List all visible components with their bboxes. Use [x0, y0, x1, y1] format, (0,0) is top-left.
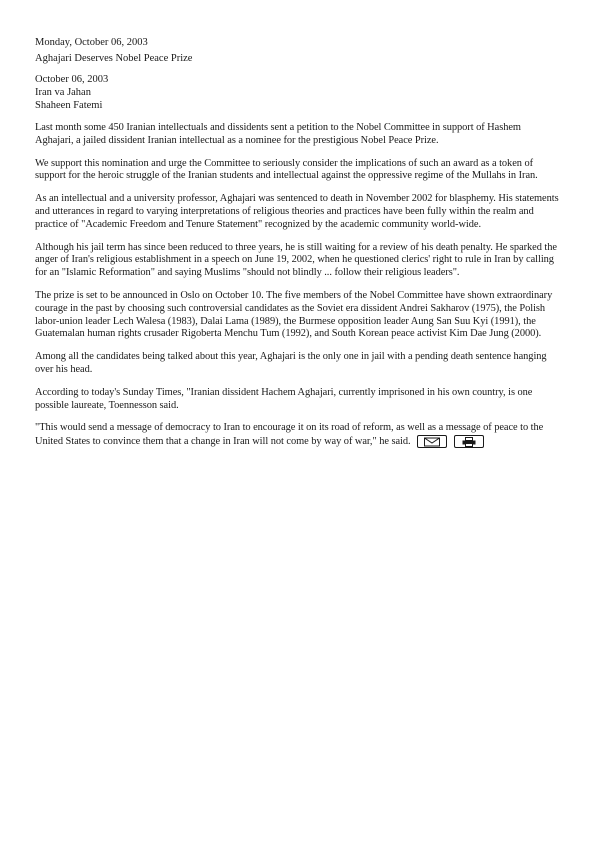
paragraph-support: We support this nomination and urge the Committee to seriously consider the implications of such an award as a token of support for the heroic struggle of the Iranian students and intellectual against the oppressive regime of the Mullahs in Iran. — [35, 157, 538, 182]
paragraph-petition: Last month some 450 Iranian intellectuals and dissidents sent a petition to the Nobel Committee in support of Hashem Aghajari, a jailed dissident Iranian intellectual as a nominee for the prestigious Nobel Peace Prize. — [35, 122, 521, 146]
email-button[interactable] — [417, 435, 447, 448]
document-date: Monday, October 06, 2003 — [35, 37, 148, 48]
article-source: Iran va Jahan — [35, 87, 91, 98]
document-page — [35, 35, 560, 449]
paragraph-prize-history: The prize is set to be announced in Oslo on October 10. The five members of the Nobel Committee have shown extraordinary courage in the past by choosing such controversial candidates as the Soviet era dissident Andrei Sakharov (1975), the Polish labor-union leader Lech Walesa (1983), Dalai Lama (1989), the Burmese opposition leader Aung San Suu Kyi (1991), the Guatemalan human rights crusader Rigoberta Menchu Tum (1992), and South Korean peace activist Kim Dae Jung (2000). — [35, 289, 553, 340]
paragraph-sentence: As an intellectual and a university professor, Aghajari was sentenced to death in November 2002 for blasphemy. His statements and utterances in regard to varying interpretations of religious theories and practices have been fully within the realm and practice of "Academic Freedom and Tenure Statement" recognized by the academic community world-wide. — [35, 193, 559, 230]
print-icon — [461, 437, 477, 447]
paragraph-jail-term: Although his jail term has since been reduced to three years, he is still waiting for a review of his death penalty. He sparked the anger of Iran's religious establishment in a speech on June 19, 2002, when he questioned clerics' right to rule in Iran by calling for an "Islamic Reformation" and saying Muslims "should not blindly ... follow their religious leaders". — [35, 241, 557, 279]
article-date: October 06, 2003 — [35, 74, 109, 85]
article-meta — [35, 73, 560, 112]
document-title: Aghajari Deserves Nobel Peace Prize — [35, 53, 193, 64]
quote-text: "This would send a message of democracy to Iran to encourage it on its road of reform, as well as a message of peace to the United States to convince them that a change in Iran will not come by way of war," he said. — [35, 422, 544, 448]
print-button[interactable] — [454, 435, 484, 448]
article-author: Shaheen Fatemi — [35, 100, 103, 111]
paragraph-candidates: Among all the candidates being talked about this year, Aghajari is the only one in jail with a pending death sentence hanging over his head. — [35, 351, 547, 375]
paragraph-quote — [35, 422, 560, 448]
paragraph-sunday-times: According to today's Sunday Times, "Iranian dissident Hachem Aghajari, currently imprisoned in his own country, is one possible laureate, Toennesson said. — [35, 386, 533, 411]
email-icon — [424, 437, 440, 446]
